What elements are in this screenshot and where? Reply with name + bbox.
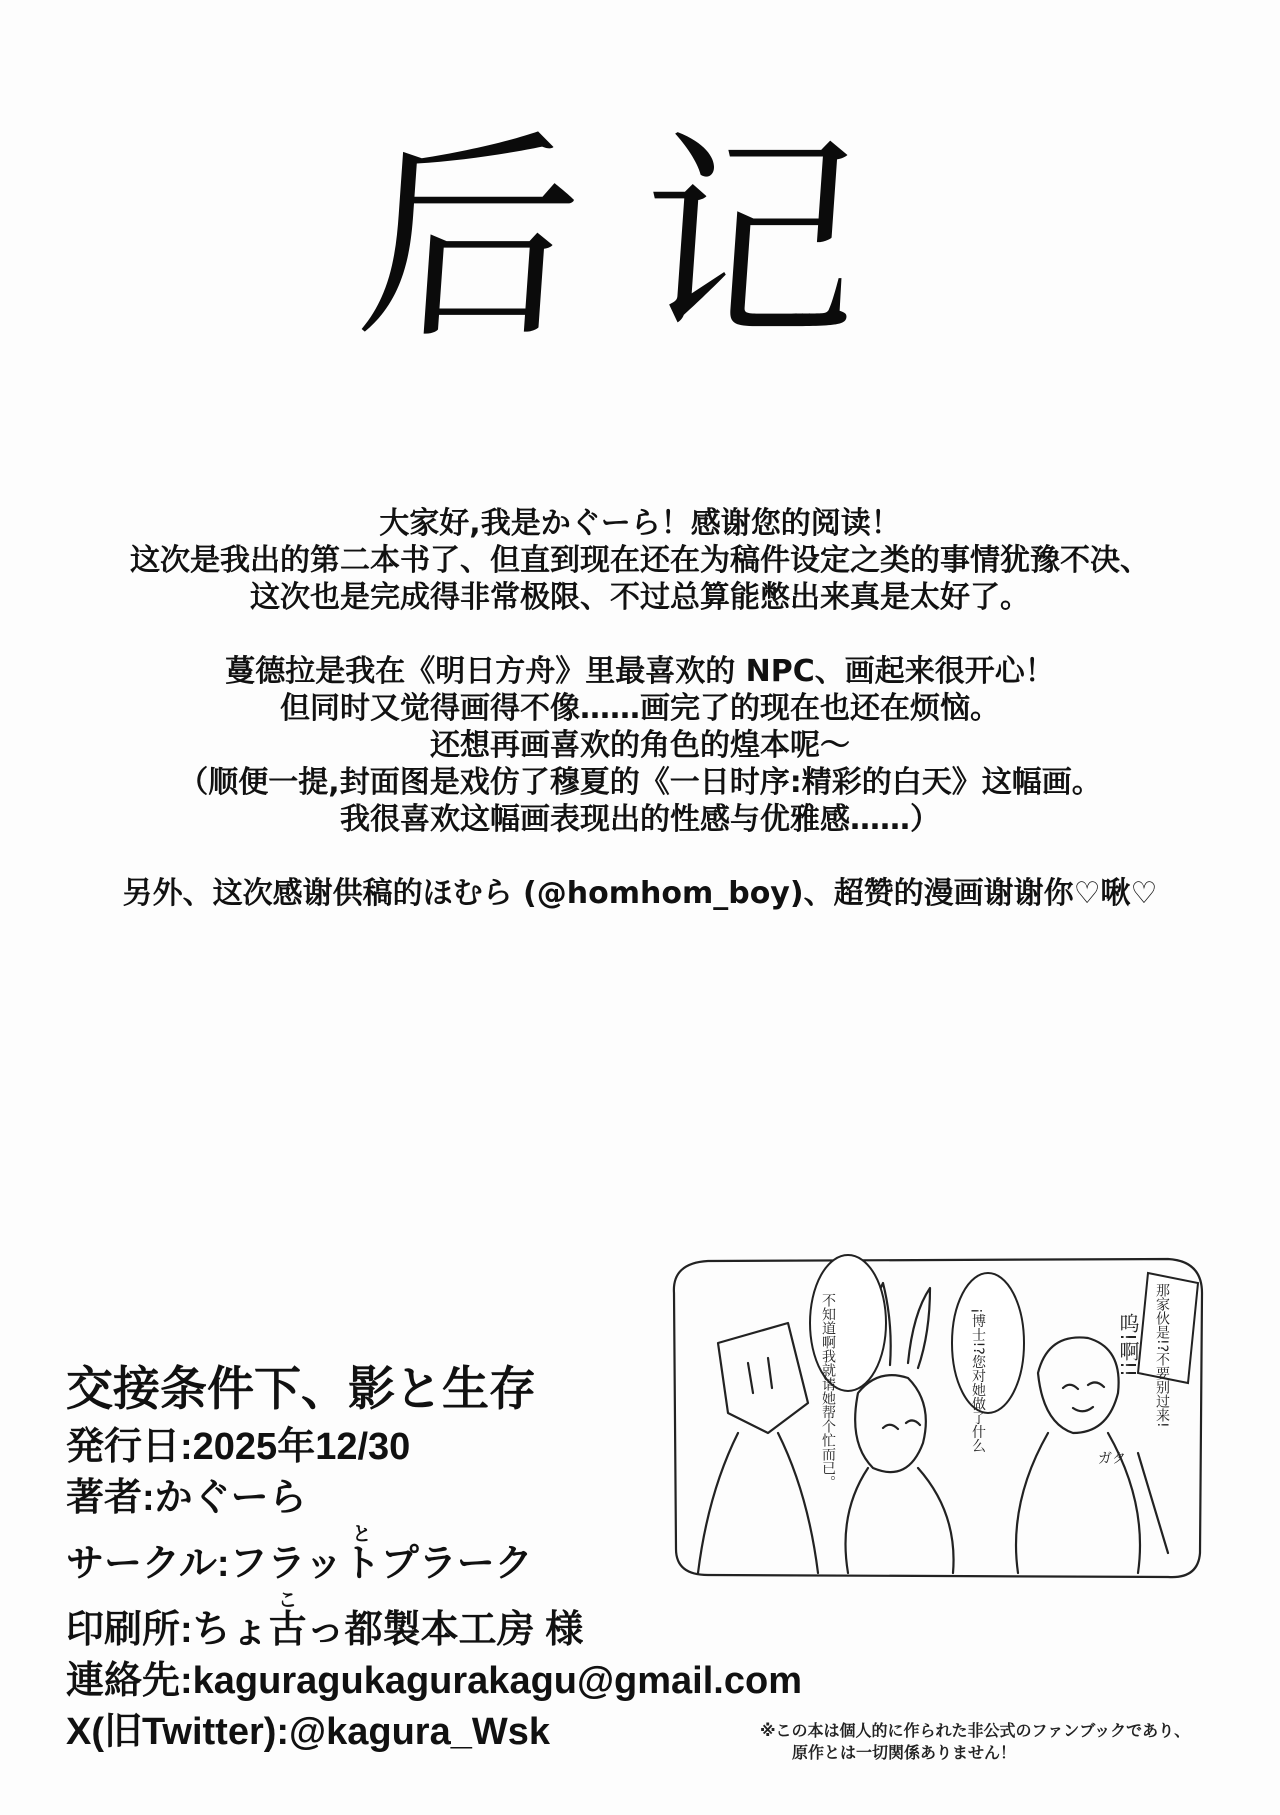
disclaimer-line: ※この本は個人的に作られた非公式のファンブックであり、 [760,1721,1191,1740]
contact-email: 連絡先:kaguragukagurakagu@gmail.com [66,1660,802,1702]
comic-bubble-text: 不知道啊我就请她帮个忙而已。 [820,1293,836,1489]
circle-prefix: サークル:フラッ [66,1543,343,1585]
printer-ruby: 古こ [268,1590,307,1651]
disclaimer-line: 原作とは一切関係ありません！ [792,1743,1017,1762]
comic-sfx-text: 呜!啊!! [1116,1313,1140,1378]
comic-sfx-text: ガタ [1098,1451,1126,1467]
author: 著者:かぐーら [66,1477,307,1519]
circle [66,1524,802,1590]
disclaimer [760,1720,1240,1764]
afterword-line: 大家好,我是かぐーら！感谢您的阅读！ [379,506,901,541]
x-account: X(旧Twitter):@kagura_Wsk [66,1711,550,1753]
printer [66,1590,802,1656]
afterword-line: 还想再画喜欢的角色的煌本呢～ [430,728,850,763]
printer-suffix: っ都製本工房 様 [306,1609,584,1651]
afterword-line: （顺便一提,封面图是戏仿了穆夏的《一日时序:精彩的白天》这幅画。 [178,765,1102,800]
colophon [66,1362,802,1758]
afterword-line: 但同时又觉得画得不像……画完了的现在也还在烦恼。 [280,691,1000,726]
page-title: 后记 [351,112,929,368]
afterword-line: 我很喜欢这幅画表现出的性感与优雅感……） [340,802,940,837]
afterword-line: 这次也是完成得非常极限、不过总算能憋出来真是太好了。 [250,580,1030,615]
comic-bubble-text: 那家伙是!?不要别过来! [1154,1283,1170,1428]
comic-character-right [1038,1337,1119,1433]
afterword-line: 蔓德拉是我在《明日方舟》里最喜欢的 NPC、画起来很开心！ [225,654,1055,689]
circle-suffix: プラーク [380,1543,533,1585]
book-title: 交接条件下、影と生存 [66,1362,536,1415]
afterword-line: 另外、这次感谢供稿的ほむら (@homhom_boy)、超赞的漫画谢谢你♡啾♡ [122,876,1158,911]
publish-date: 発行日:2025年12/30 [66,1426,411,1468]
afterword-text [40,505,1240,912]
comic-bubble-text: ¡博士!?您对她做了什么 [970,1308,986,1453]
printer-prefix: 印刷所:ちょ [66,1609,269,1651]
afterword-line: 这次是我出的第二本书了、但直到现在还在为稿件设定之类的事情犹豫不决、 [130,543,1150,578]
circle-ruby: トと [342,1524,381,1585]
